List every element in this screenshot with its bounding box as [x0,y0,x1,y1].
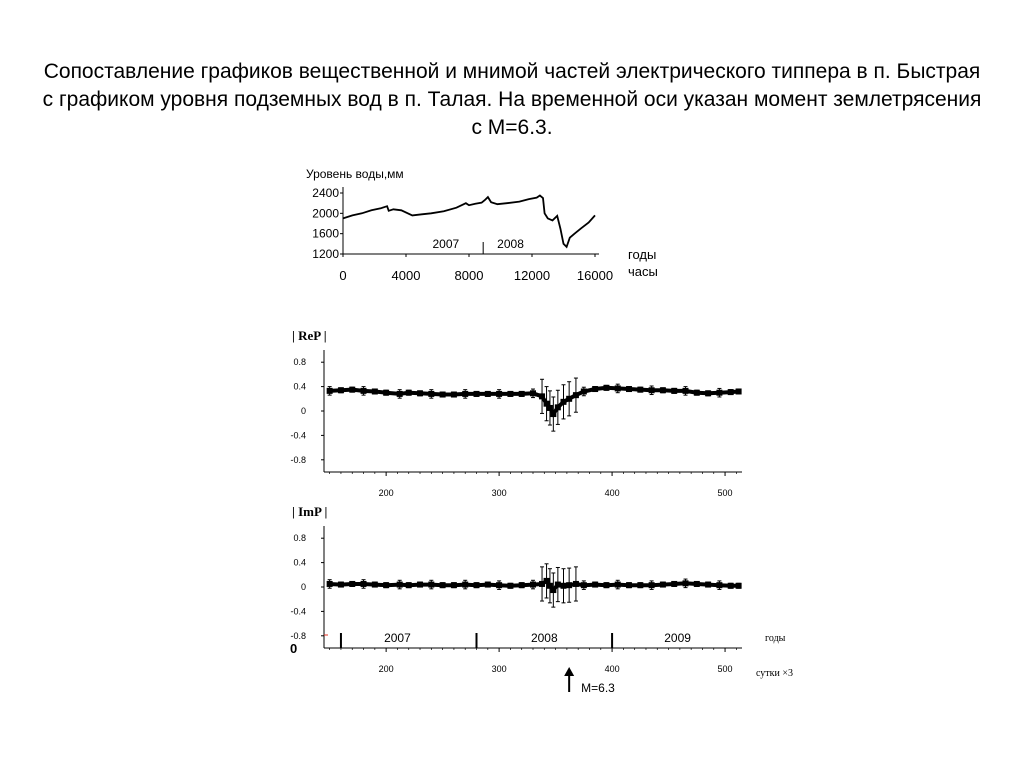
imp-point [440,582,446,588]
rep-point [428,391,434,397]
water-x-tick-label: 16000 [576,268,614,283]
rep-y-tick-label: -0.8 [290,454,306,465]
water-y-tick-label: 1200 [312,247,339,261]
imp-point [603,582,609,588]
imp-point [716,582,722,588]
imp-x-tick-label: 500 [717,664,733,674]
rep-point [555,404,561,410]
rep-point [327,388,333,394]
rep-point [615,385,621,391]
rep-point [485,391,491,397]
rep-y-tick-label: -0.4 [290,430,306,441]
imp-ylabel: | ImP | [292,504,328,519]
rep-point [671,388,677,394]
imp-x-unit-label: годы [765,633,786,644]
imp-x-tick-label: 200 [378,664,394,674]
rep-point [573,392,579,398]
rep-point [361,388,367,394]
rep-point [451,392,457,398]
rep-point [581,388,587,394]
imp-point [649,582,655,588]
rep-point [649,387,655,393]
water-x-tick-label: 0 [339,268,347,283]
imp-point [417,582,423,588]
rep-point [547,405,553,411]
rep-point [694,390,700,396]
rep-y-tick-label: 0.8 [293,357,306,368]
imp-point [555,582,561,588]
imp-point [507,583,513,589]
rep-point [507,391,513,397]
event-arrow-head [564,667,574,676]
rep-point [338,387,344,393]
imp-point [561,583,567,589]
imp-zero-label: 0 [290,641,298,656]
rep-x-tick-label: 400 [604,488,620,498]
imp-year-label: 2008 [530,631,558,645]
rep-y-tick-label: 0.4 [293,381,306,392]
rep-point [440,392,446,398]
rep-point [716,390,722,396]
water-year-label: 2007 [432,237,460,251]
rep-point [530,390,536,396]
water-xlabel: часы [628,264,658,279]
imp-point [573,581,579,587]
rep-point [592,386,598,392]
rep-point [539,393,545,399]
rep-point [383,390,389,396]
rep-ylabel: | ReP | [292,328,327,343]
rep-point [561,399,567,405]
imp-point [428,582,434,588]
rep-point [683,388,689,394]
imp-point [671,581,677,587]
rep-point [736,388,742,394]
imp-point [485,582,491,588]
rep-point [603,385,609,391]
water-level-line [343,196,595,247]
imp-point [592,582,598,588]
water-y-tick-label: 2400 [312,186,339,200]
imp-point [660,582,666,588]
rep-point [474,391,480,397]
imp-point [327,581,333,587]
water-x-tick-label: 4000 [391,268,421,283]
imp-point [372,582,378,588]
rep-point [406,390,412,396]
imp-point [474,582,480,588]
imp-point [349,581,355,587]
water-x-tick-label: 12000 [513,268,551,283]
imp-point [736,583,742,589]
imp-point [566,582,572,588]
water-y-tick-label: 2000 [312,206,339,221]
rep-point [626,386,632,392]
imp-point [338,582,344,588]
imp-point [406,582,412,588]
imp-point [451,582,457,588]
imp-point [728,583,734,589]
rep-point [550,411,556,417]
rep-point [349,387,355,393]
imp-point [383,582,389,588]
event-label: М=6.3 [581,681,615,695]
water-x-tick-label: 8000 [454,268,484,283]
imp-point [550,587,556,593]
imp-point [397,582,403,588]
water-ylabel: Уровень воды,мм [306,167,404,181]
imp-y-tick-label: -0.4 [290,606,306,617]
imp-xlabel: сутки ×3 [756,668,794,679]
imp-y-tick-label: -0.8 [290,630,306,641]
imp-point [626,582,632,588]
rep-x-tick-label: 300 [491,488,507,498]
rep-point [519,391,525,397]
rep-x-tick-label: 500 [717,488,733,498]
water-x-unit-label: годы [628,247,657,262]
water-year-label: 2008 [497,237,524,251]
imp-point [462,582,468,588]
imp-point [530,582,536,588]
rep-point [705,390,711,396]
imp-point [694,581,700,587]
imp-point [615,582,621,588]
rep-point [566,396,572,402]
imp-y-tick-label: 0.8 [293,533,306,544]
slide-title: Сопоставление графиков вещественной и мнимой частей электрического типпера в п. Быстрая с графиком уровня подземных вод в п. Талая. На временной оси указан момент землетрясения с М=6.3. [42,60,982,139]
imp-point [637,582,643,588]
imp-y-tick-label: 0 [300,582,306,592]
imp-point [519,582,525,588]
imp-point [581,582,587,588]
rep-point [397,391,403,397]
imp-year-label: 2009 [664,631,691,645]
rep-point [660,387,666,393]
imp-point [705,582,711,588]
rep-x-tick-label: 200 [378,488,394,498]
water-y-tick-label: 1600 [312,226,339,241]
imp-point [496,582,502,588]
rep-y-tick-label: 0 [300,406,306,416]
imp-point [361,581,367,587]
rep-point [462,391,468,397]
imp-x-tick-label: 400 [604,664,620,674]
rep-point [372,388,378,394]
imp-x-tick-label: 300 [491,664,507,674]
rep-point [417,390,423,396]
rep-point [496,391,502,397]
rep-point [637,387,643,393]
rep-point [728,389,734,395]
imp-y-tick-label: 0.4 [293,557,306,568]
imp-point [683,580,689,586]
imp-year-label: 2007 [384,631,411,645]
